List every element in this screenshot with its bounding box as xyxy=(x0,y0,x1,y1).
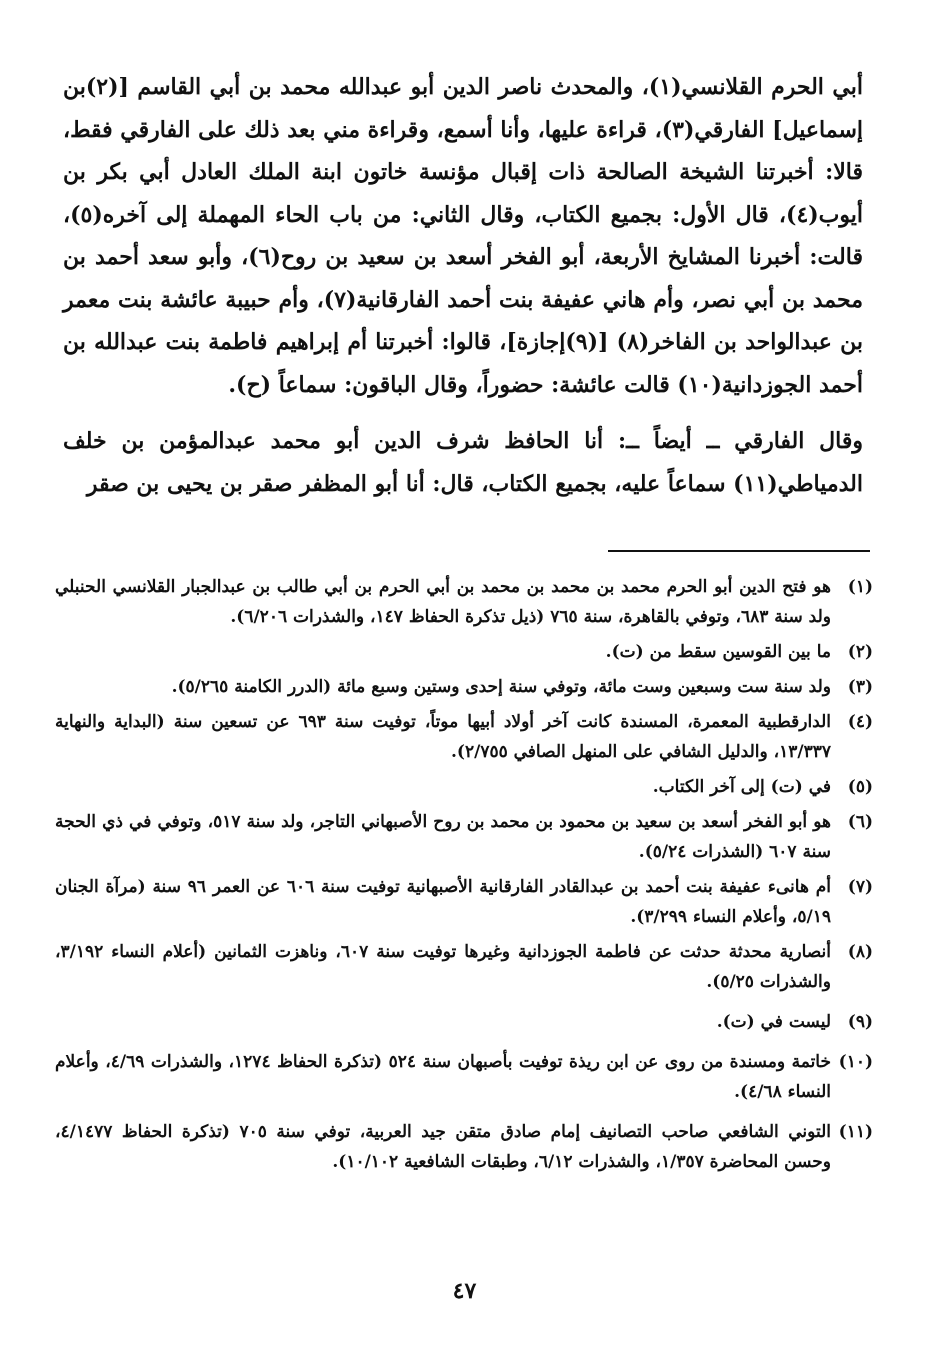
footnote-number: (٥) xyxy=(847,777,873,797)
footnote-2 xyxy=(55,637,873,667)
footnote-number: (١٠) xyxy=(838,1052,873,1072)
footnote-text: في (ت) إلى آخر الكتاب. xyxy=(652,777,831,797)
footnote-separator xyxy=(608,550,870,552)
main-paragraph-2: وقال الفارقي ــ أيضاً ــ: أنا الحافظ شرف الدين أبو محمد عبدالمؤمن بن خلف الدمياطي(١١) سماعاً عليه، بجميع الكتاب، قال: أنا أبو المظفر صقر بن يحيى بن صقر xyxy=(63,428,863,497)
footnote-4 xyxy=(55,707,873,767)
footnote-text: ولد سنة ست وسبعين وست مائة، وتوفي سنة إحدى وستين وسبع مائة (الدرر الكامنة ٥/٢٦٥). xyxy=(171,677,831,697)
footnote-text: هو أبو الفخر أسعد بن سعيد بن محمود بن محمد بن روح الأصبهاني التاجر، ولد سنة ٥١٧، وتوفي في ذي الحجة سنة ٦٠٧ (الشذرات ٥/٢٤). xyxy=(55,812,831,862)
footnote-number: (٤) xyxy=(847,712,873,732)
footnote-number: (١١) xyxy=(838,1122,873,1142)
main-paragraph-1: أبي الحرم القلانسي(١)، والمحدث ناصر الدين أبو عبدالله محمد بن أبي القاسم [(٢)بن إسماعيل] الفارقي(٣)، قراءة عليها، وأنا أسمع، وقراءة مني بعد ذلك على الفارقي فقط، قالا: أخبرتنا الشيخة الصالحة ذات إقبال مؤنسة خاتون ابنة الملك العادل أبي بكر بن أيوب(٤)، قال الأول: بجميع الكتاب، وقال الثاني: من باب الحاء المهملة إلى آخره(٥)، قالت: أخبرنا المشايخ الأربعة، أبو الفخر أسعد بن سعيد بن روح(٦)، وأبو سعد أحمد بن محمد بن أبي نصر، وأم هاني عفيفة بنت أحمد الفارقانية(٧)، وأم حبيبة عائشة بنت معمر بن عبدالواحد بن الفاخر(٨) [(٩)إجازة]، قالوا: أخبرتنا أم إبراهيم فاطمة بنت عبدالله بن أحمد الجوزدانية(١٠) قالت عائشة: حضوراً، وقال الباقون: سماعاً (ح). xyxy=(63,74,864,398)
footnote-10 xyxy=(55,1047,873,1107)
page-number: ٤٧ xyxy=(452,1278,477,1304)
footnote-number: (٣) xyxy=(847,677,873,697)
footnote-text: ما بين القوسين سقط من (ت). xyxy=(605,642,831,662)
footnote-11 xyxy=(55,1117,873,1177)
footnote-3 xyxy=(55,672,873,702)
footnote-text: التوني الشافعي صاحب التصانيف إمام صادق متقن جيد العربية، توفي سنة ٧٠٥ (تذكرة الحفاظ ٤/١٤٧٧، وحسن المحاضرة ١/٣٥٧، والشذرات ٦/١٢، وطبقات الشافعية ١٠/١٠٢). xyxy=(55,1122,831,1172)
footnote-8 xyxy=(55,937,873,997)
footnote-text: الدارقطبية المعمرة، المسندة كانت آخر أولاد أبيها موتاً، توفيت سنة ٦٩٣ عن تسعين سنة (البداية والنهاية ١٣/٣٣٧، والدليل الشافي على المنهل الصافي ٢/٧٥٥). xyxy=(55,712,831,762)
footnote-1 xyxy=(55,572,873,632)
footnote-text: خاتمة ومسندة من روى عن ابن ريذة توفيت بأصبهان سنة ٥٢٤ (تذكرة الحفاظ ١٢٧٤، والشذرات ٤/٦٩، وأعلام النساء ٤/٦٨). xyxy=(55,1052,831,1102)
main-text xyxy=(63,66,863,505)
footnote-text: ليست في (ت). xyxy=(716,1012,831,1032)
footnote-number: (٩) xyxy=(847,1012,873,1032)
footnote-number: (١) xyxy=(847,577,873,597)
footnote-number: (٢) xyxy=(847,642,873,662)
footnote-number: (٧) xyxy=(847,877,873,897)
footnote-7 xyxy=(55,872,873,932)
footnote-text: أنصارية محدثة حدثت عن فاطمة الجوزدانية وغيرها توفيت سنة ٦٠٧، وناهزت الثمانين (أعلام النساء ٣/١٩٢، والشذرات ٥/٢٥). xyxy=(55,942,832,992)
footnote-text: أم هانىء عفيفة بنت أحمد بن عبدالقادر الفارقانية الأصبهانية توفيت سنة ٦٠٦ عن العمر ٩٦ سنة (مرآة الجنان ٥/١٩، وأعلام النساء ٣/٢٩٩). xyxy=(55,877,831,927)
footnote-6 xyxy=(55,807,873,867)
footnotes xyxy=(55,572,873,1182)
footnote-number: (٦) xyxy=(847,812,873,832)
footnote-text: هو فتح الدين أبو الحرم محمد بن محمد بن محمد بن أبي الحرم بن أبي طالب بن عبدالجبار القلانسي الحنبلي ولد سنة ٦٨٣، وتوفي بالقاهرة، سنة ٧٦٥ (ذيل تذكرة الحفاظ ١٤٧، والشذرات ٦/٢٠٦). xyxy=(55,577,831,627)
footnote-5 xyxy=(55,772,873,802)
footnote-number: (٨) xyxy=(847,942,873,962)
footnote-9 xyxy=(55,1007,873,1037)
